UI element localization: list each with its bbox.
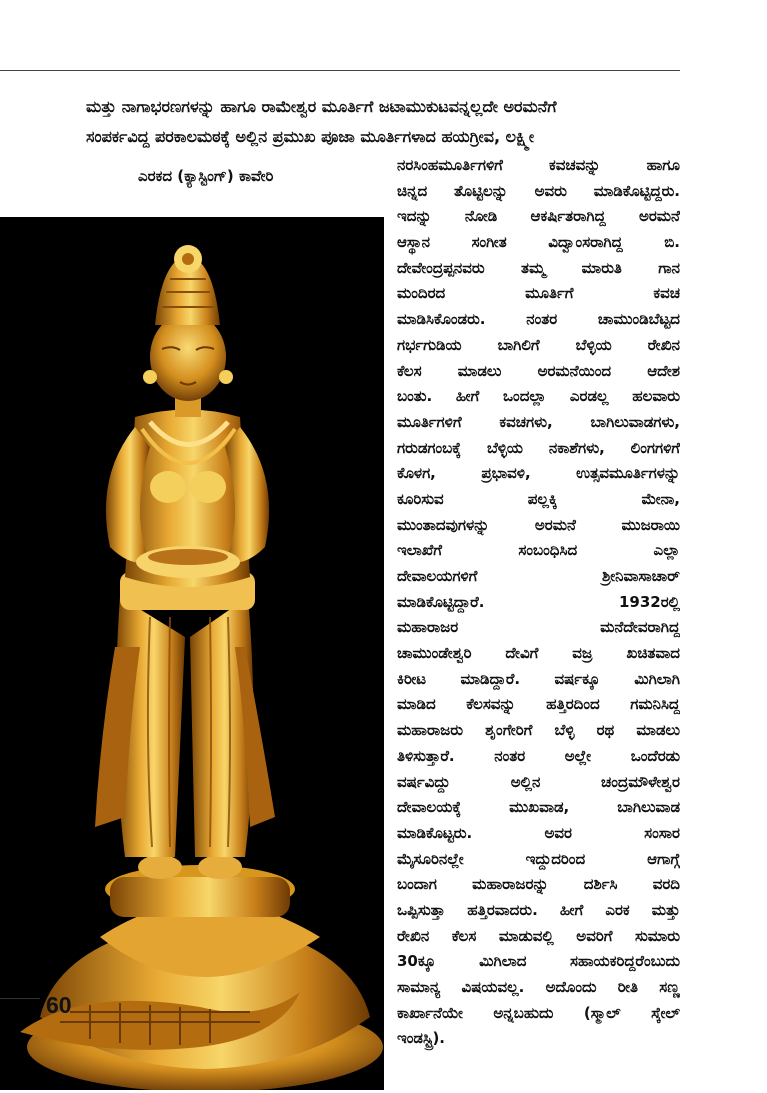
body-line: ಚಿನ್ನದ ತೊಟ್ಟಿಲನ್ನು ಅವರು ಮಾಡಿಕೊಟ್ಟಿದ್ದರು. bbox=[397, 181, 680, 200]
photo-caption: ಎರಕದ (ಕ್ಯಾಸ್ಟಿಂಗ್) ಕಾವೇರಿ bbox=[138, 167, 274, 185]
top-paragraph-line: ಮತ್ತು ನಾಗಾಭರಣಗಳನ್ನು ಹಾಗೂ ರಾಮೇಶ್ವರ ಮೂರ್ತಿಗೆ ಜಟಾಮುಕುಟವನ್ನಲ್ಲದೇ ಅರಮನೆಗೆ bbox=[86, 97, 557, 116]
body-line: ಕೆಲಸ ಮಾಡಲು ಅರಮನೆಯಿಂದ ಆದೇಶ bbox=[397, 361, 680, 380]
body-line: ಸಾಮಾನ್ಯ ವಿಷಯವಲ್ಲ. ಅದೊಂದು ರೀತಿ ಸಣ್ಣ bbox=[397, 978, 680, 996]
body-line: ಮಾಡಿಕೊಟ್ಟಿದ್ದಾರೆ. 1932ರಲ್ಲಿ bbox=[397, 592, 680, 611]
header-rule bbox=[0, 70, 680, 71]
body-column bbox=[397, 153, 680, 1052]
body-line: ಮಂದಿರದ ಮೂರ್ತಿಗೆ ಕವಚ bbox=[397, 284, 680, 303]
goddess-statue-photo bbox=[0, 217, 384, 1090]
body-line: ತಿಳಿಸುತ್ತಾರೆ. ನಂತರ ಅಲ್ಲೇ ಒಂದೆರಡು bbox=[397, 746, 680, 765]
body-line: ಚಾಮುಂಡೇಶ್ವರಿ ದೇವಿಗೆ ವಜ್ರ ಖಚಿತವಾದ bbox=[397, 644, 680, 663]
folio-rule bbox=[0, 998, 40, 999]
body-line: ಆಸ್ಥಾನ ಸಂಗೀತ ವಿದ್ವಾಂಸರಾಗಿದ್ದ ಬಿ. bbox=[397, 233, 680, 252]
body-line: ಇಲಾಖೆಗೆ ಸಂಬಂಧಿಸಿದ ಎಲ್ಲಾ bbox=[397, 541, 680, 560]
body-line: ಇಂಡಸ್ಟ್ರಿ). bbox=[397, 1029, 445, 1048]
top-paragraph-line: ಸಂಪರ್ಕವಿದ್ದ ಪರಕಾಲಮಠಕ್ಕೆ ಅಲ್ಲಿನ ಪ್ರಮುಖ ಪೂಜಾ ಮೂರ್ತಿಗಳಾದ ಹಯಗ್ರೀವ, ಲಕ್ಷ್ಮೀ bbox=[86, 127, 535, 146]
body-line: ಇದನ್ನು ನೋಡಿ ಆಕರ್ಷಿತರಾಗಿದ್ದ ಅರಮನೆ bbox=[397, 207, 680, 226]
body-line: ಬಂದಾಗ ಮಹಾರಾಜರನ್ನು ದರ್ಶಿಸಿ ವರದಿ bbox=[397, 875, 680, 894]
body-line: 30ಕ್ಕೂ ಮಿಗಿಲಾದ ಸಹಾಯಕರಿದ್ದರೆಂಬುದು bbox=[397, 952, 680, 971]
body-line: ದೇವೇಂದ್ರಪ್ಪನವರು ತಮ್ಮ ಮಾರುತಿ ಗಾನ bbox=[397, 258, 680, 277]
body-line: ಮಹಾರಾಜರ ಮನೆದೇವರಾಗಿದ್ದ bbox=[397, 618, 680, 637]
body-line: ಗರುಡಗಂಬಕ್ಕೆ ಬೆಳ್ಳಿಯ ನಕಾಶೆಗಳು, ಲಿಂಗಗಳಿಗೆ bbox=[397, 438, 680, 457]
statue-illustration bbox=[0, 217, 384, 1090]
body-line: ದೇವಾಲಯಕ್ಕೆ ಮುಖವಾಡ, ಬಾಗಿಲುವಾಡ bbox=[397, 798, 680, 817]
body-line: ಮುಂತಾದವುಗಳನ್ನು ಅರಮನೆ ಮುಜರಾಯಿ bbox=[397, 515, 680, 534]
body-line: ಮೂರ್ತಿಗಳಿಗೆ ಕವಚಗಳು, ಬಾಗಿಲುವಾಡಗಳು, bbox=[397, 412, 680, 431]
body-line: ದೇವಾಲಯಗಳಿಗೆ ಶ್ರೀನಿವಾಸಾಚಾರ್ bbox=[397, 567, 680, 585]
page-number: 60 bbox=[46, 992, 72, 1018]
body-line: ಗರ್ಭಗುಡಿಯ ಬಾಗಿಲಿಗೆ ಬೆಳ್ಳಿಯ ರೇಖಿನ bbox=[397, 335, 680, 354]
top-paragraph bbox=[86, 92, 680, 152]
body-line: ಮೈಸೂರಿನಲ್ಲೇ ಇದ್ದುದರಿಂದ ಆಗಾಗ್ಗೆ bbox=[397, 849, 680, 868]
body-line: ಮಾಡಿಸಿಕೊಂಡರು. ನಂತರ ಚಾಮುಂಡಿಬೆಟ್ಟದ bbox=[397, 310, 680, 329]
body-line: ಮಹಾರಾಜರು ಶೃಂಗೇರಿಗೆ ಬೆಳ್ಳಿ ರಥ ಮಾಡಲು bbox=[397, 721, 680, 740]
body-line: ಕಾರ್ಖಾನೆಯೇ ಅನ್ನಬಹುದು (ಸ್ಮಾಲ್ ಸ್ಕೇಲ್ bbox=[397, 1003, 680, 1022]
body-line: ನರಸಿಂಹಮೂರ್ತಿಗಳಿಗೆ ಕವಚವನ್ನು ಹಾಗೂ bbox=[397, 156, 680, 174]
body-line: ಕೊಳಗ, ಪ್ರಭಾವಳಿ, ಉತ್ಸವಮೂರ್ತಿಗಳನ್ನು bbox=[397, 464, 680, 483]
body-line: ಮಾಡಿದ ಕೆಲಸವನ್ನು ಹತ್ತಿರದಿಂದ ಗಮನಿಸಿದ್ದ bbox=[397, 695, 680, 714]
body-line: ರೇಖಿನ ಕೆಲಸ ಮಾಡುವಲ್ಲಿ ಅವರಿಗೆ ಸುಮಾರು bbox=[397, 926, 680, 945]
body-line: ಕಿರೀಟ ಮಾಡಿದ್ದಾರೆ. ವರ್ಷಕ್ಕೂ ಮಿಗಿಲಾಗಿ bbox=[397, 669, 680, 688]
body-line: ಒಪ್ಪಿಸುತ್ತಾ ಹತ್ತಿರವಾದರು. ಹೀಗೆ ಎರಕ ಮತ್ತು bbox=[397, 900, 680, 919]
body-line: ವರ್ಷವಿದ್ದು ಅಲ್ಲಿನ ಚಂದ್ರಮೌಳೇಶ್ವರ bbox=[397, 772, 680, 791]
body-line: ಬಂತು. ಹೀಗೆ ಒಂದಲ್ಲಾ ಎರಡಲ್ಲ ಹಲವಾರು bbox=[397, 387, 680, 406]
body-line: ಕೂರಿಸುವ ಪಲ್ಲಕ್ಕಿ ಮೇನಾ, bbox=[397, 489, 680, 508]
body-line: ಮಾಡಿಕೊಟ್ಟರು. ಅವರ ಸಂಸಾರ bbox=[397, 823, 680, 842]
